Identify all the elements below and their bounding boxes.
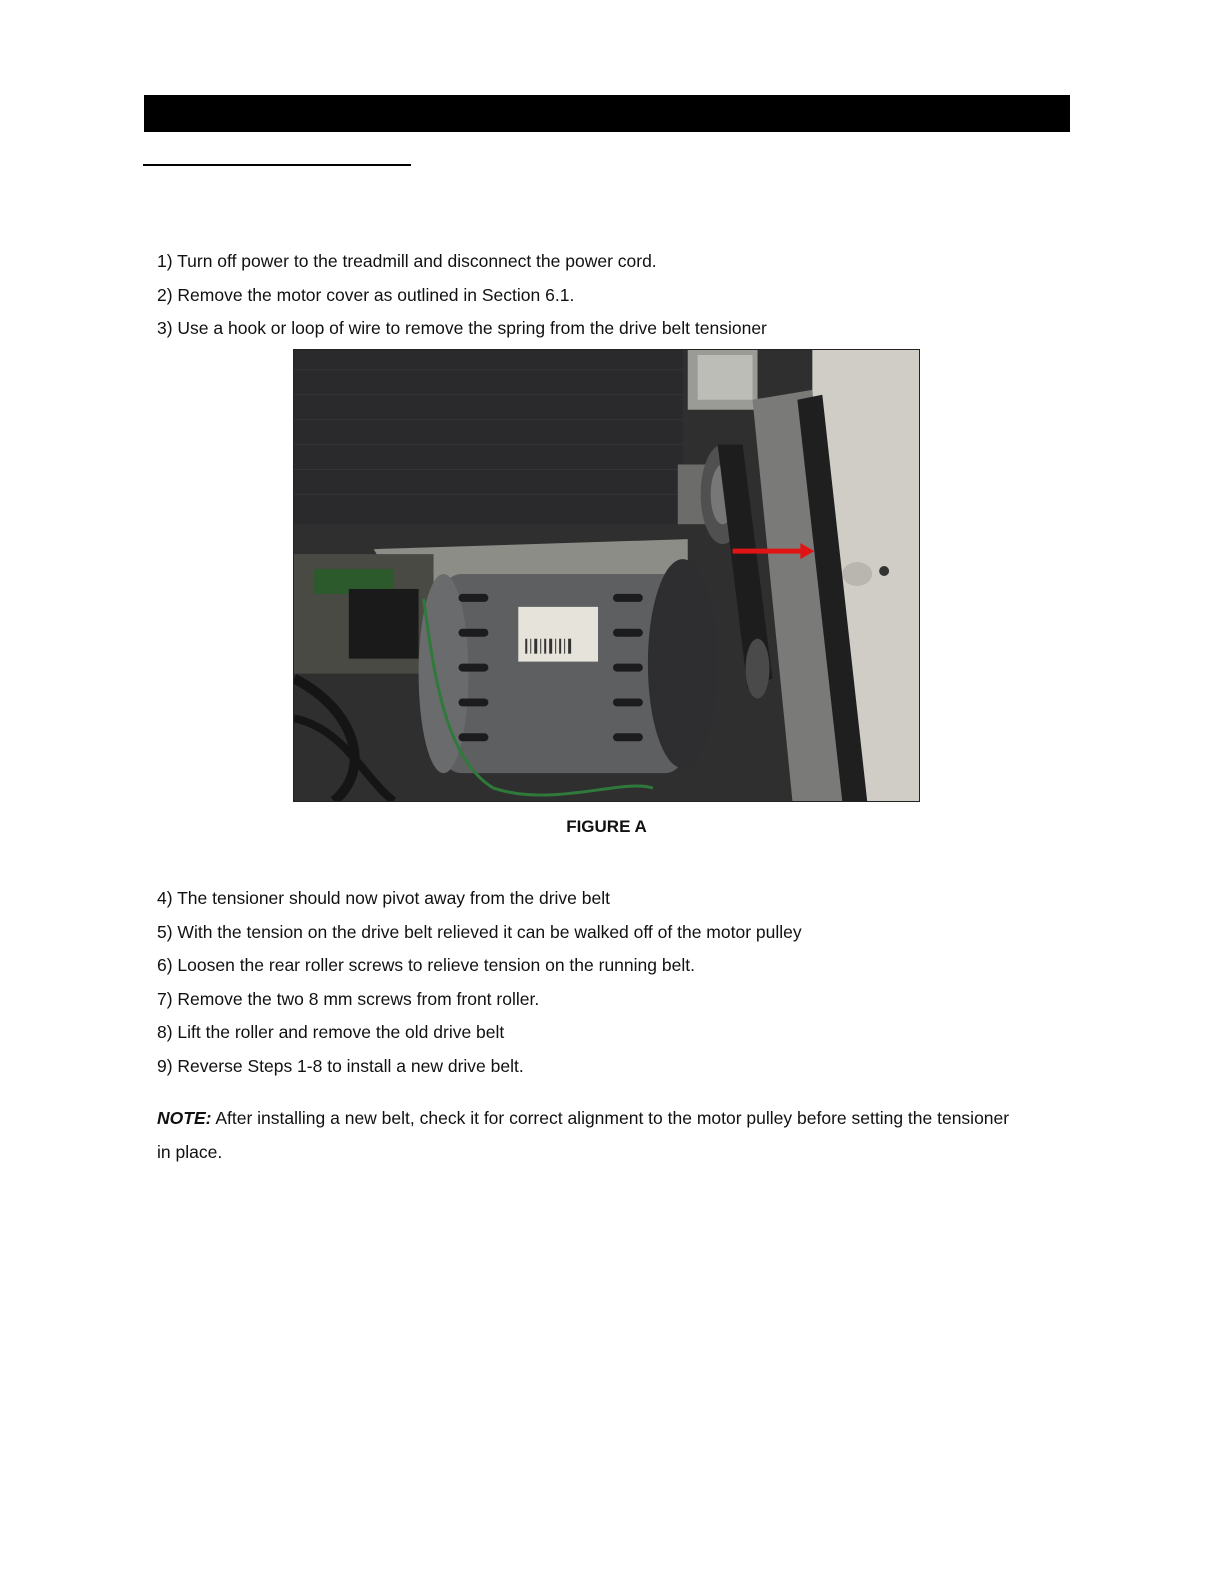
step-item: 2) Remove the motor cover as outlined in Section 6.1.	[157, 284, 575, 305]
step-item: 5) With the tension on the drive belt relieved it can be walked off of the motor pulley	[157, 921, 802, 942]
figure-a-photo	[293, 349, 920, 802]
figure-caption: FIGURE A	[566, 817, 647, 836]
treadmill-motor-illustration	[294, 350, 919, 801]
step-item: 4) The tensioner should now pivot away from the drive belt	[157, 888, 610, 908]
step-item: 8) Lift the roller and remove the old drive belt	[157, 1022, 505, 1042]
note-text: After installing a new belt, check it for correct alignment to the motor pulley before setting the tensioner in place.	[157, 1107, 1010, 1162]
step-item: 6) Loosen the rear roller screws to relieve tension on the running belt.	[157, 955, 695, 975]
note-paragraph	[157, 1101, 1017, 1169]
step-list-bottom	[157, 882, 1057, 1083]
section-header-bar	[144, 95, 1070, 132]
section-header-rule	[143, 164, 411, 166]
step-item: 3) Use a hook or loop of wire to remove the spring from the drive belt tensioner	[157, 318, 767, 338]
step-item: 7) Remove the two 8 mm screws from front roller.	[157, 988, 540, 1009]
note-label: NOTE:	[157, 1107, 212, 1128]
step-item: 1) Turn off power to the treadmill and disconnect the power cord.	[157, 251, 657, 271]
step-item: 9) Reverse Steps 1-8 to install a new drive belt.	[157, 1055, 524, 1076]
step-list-top	[157, 245, 1057, 346]
